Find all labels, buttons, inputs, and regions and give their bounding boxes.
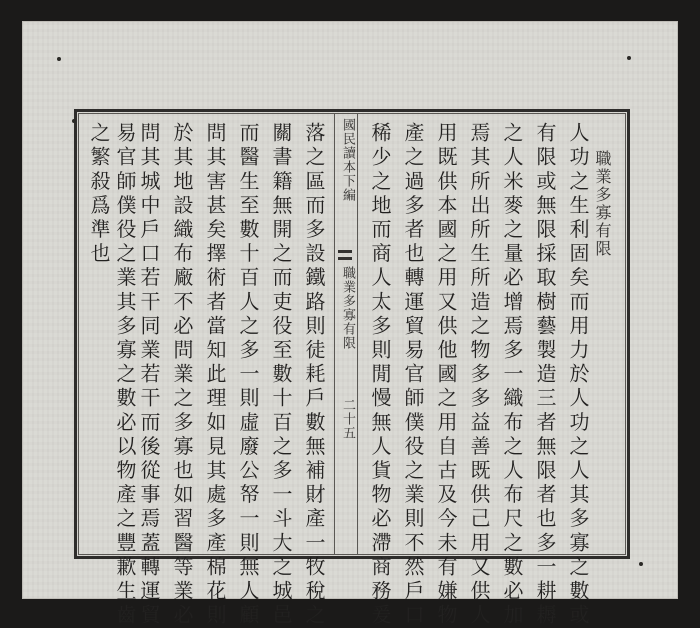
ink-speck — [57, 57, 61, 61]
ink-speck — [627, 56, 631, 60]
text-column-left-8: 之繁殺爲準也 — [87, 122, 111, 267]
text-column-right-3: 之人米麥之量必增焉多一織布之人布尺之數必加 — [500, 122, 524, 628]
ink-speck — [639, 562, 643, 566]
text-column-left-3: 而醫生至數十百人之多一則虛廢公帑一則無人顧 — [236, 122, 260, 628]
text-column-left-5: 於其地設織布廠不必問業之多寡也如習醫等業必 — [170, 122, 194, 628]
text-column-right-7: 稀少之地而商人太多則閒慢無人貨物必滯商務爰 — [368, 122, 392, 628]
text-column-right-5: 用既供本國之用又供他國之用自古及今未有嫌物 — [434, 122, 458, 628]
fold-book-title: 國民讀本下編 — [340, 118, 355, 202]
text-column-right-4: 焉其所出所生所造之物多多益善既供己用又供人 — [467, 122, 491, 628]
fold-chapter: 職業多寡有限 — [340, 266, 355, 350]
text-column-right-1: 人功之生利固矣而用力於人功之人其多寡之數或 — [566, 122, 590, 628]
text-column-right-6: 產之過多者也轉運貿易官師僕役之業則不然戶口 — [401, 122, 425, 628]
text-column-left-7: 易官師僕役之業其多寡之數必以物產之豐歉生齒 — [113, 122, 137, 628]
ink-speck — [72, 119, 76, 123]
fold-fish-tail-mark — [338, 250, 352, 260]
text-column-left-1: 落之區而多設鐵路則徒耗戶數無補財產一牧稅之 — [302, 122, 326, 628]
text-column-right-2: 有限或無限採取樹藝製造三者無限者也多一耕耨 — [533, 122, 557, 628]
text-column-left-2: 關書籍無開之而吏役至數十百之多一斗大之城邑 — [269, 122, 293, 628]
text-column-left-6: 問其城中戶口若干同業若干而後從事焉蓋轉運貿 — [137, 122, 161, 628]
section-title: 職業多寡有限 — [593, 150, 612, 258]
fold-page-number: 二十五 — [340, 398, 355, 440]
text-column-left-4: 問其害甚矣擇術者當知此理如見其處多產棉花則 — [203, 122, 227, 628]
